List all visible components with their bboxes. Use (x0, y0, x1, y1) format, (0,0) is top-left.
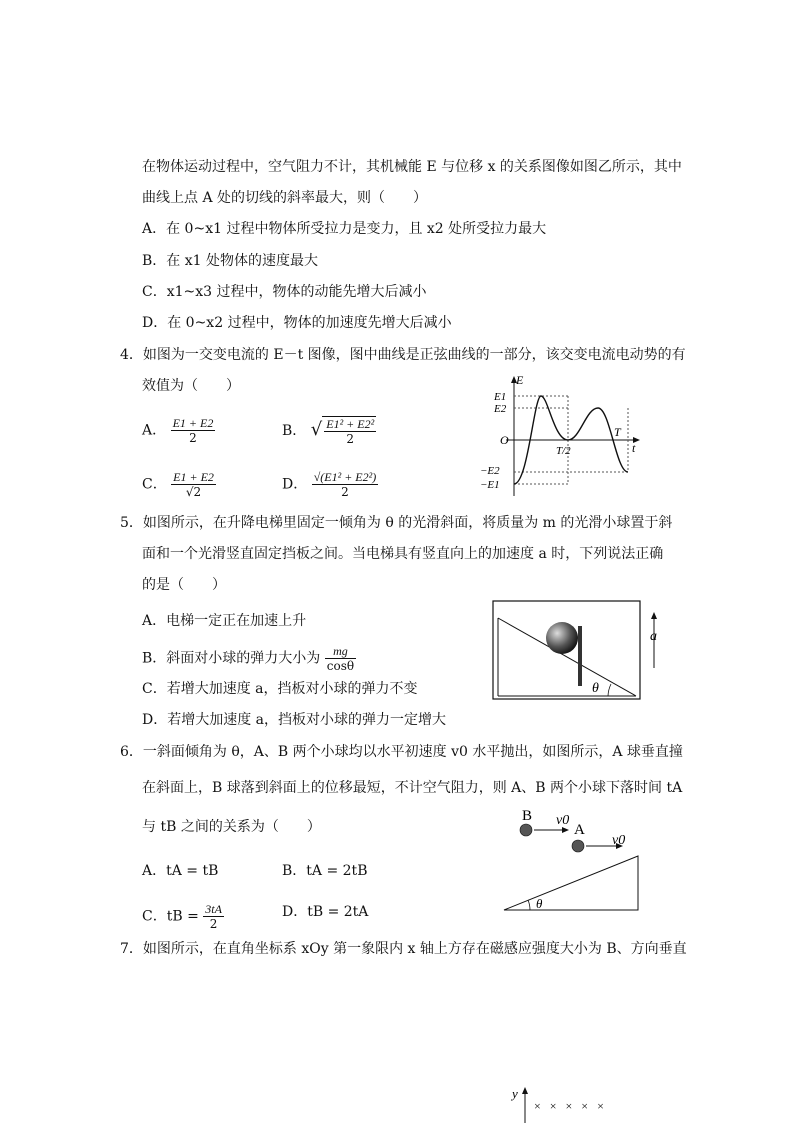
q4-line1: 4．如图为一交变电流的 E－t 图像，图中曲线是正弦曲线的一部分，该交变电流电动势的有 (120, 347, 686, 363)
q5-option-d: D．若增大加速度 a，挡板对小球的弹力一定增大 (142, 712, 447, 728)
q5-option-a: A．电梯一定正在加速上升 (142, 613, 307, 629)
q4-label-E1: E1 (494, 391, 507, 403)
q3-option-b: B．在 x1 处物体的速度最大 (142, 253, 318, 269)
q4-option-b: B． √ $\frac{\text{E1² + E2²}}{2}$ (282, 417, 375, 446)
q4-label-mE2: −E2 (480, 465, 500, 477)
q6-label-v0-b: v0 (556, 813, 570, 828)
q4-option-c: C． $\frac{E1 + E2}{√2}$ (142, 470, 214, 499)
q6-label-A: A (574, 822, 585, 838)
q4-label-E2: E2 (494, 403, 507, 415)
q6-line3: 与 tB 之间的关系为（ ） (142, 819, 321, 835)
q5-accel-arrow (651, 612, 657, 619)
q6-incline (504, 856, 638, 910)
q6-option-a: A．tA = tB (142, 863, 219, 879)
q6-option-d: D．tB = 2tA (282, 904, 369, 920)
q7-label-y: y (512, 1086, 518, 1101)
q6-option-c: C．tB = $\frac{3tA}{2}$ (142, 902, 222, 931)
q4-label-mE1: −E1 (480, 479, 500, 491)
q6-label-B: B (522, 808, 533, 824)
q5-option-c: C．若增大加速度 a，挡板对小球的弹力不变 (142, 681, 418, 697)
q7-field-crosses: × × × × × (534, 1099, 604, 1113)
q3-line2: 曲线上点 A 处的切线的斜率最大，则（ ） (142, 190, 428, 206)
q5-line1: 5．如图所示，在升降电梯里固定一倾角为 θ 的光滑斜面，将质量为 m 的光滑小球置于斜 (120, 515, 673, 531)
q3-line1: 在物体运动过程中，空气阻力不计，其机械能 E 与位移 x 的关系图像如图乙所示，其中 (142, 159, 682, 175)
q3-option-a: A．在 0~x1 过程中物体所受拉力是变力，且 x2 处所受拉力最大 (142, 221, 547, 237)
q5-line2: 面和一个光滑竖直固定挡板之间。当电梯具有竖直向上的加速度 a 时，下列说法正确 (142, 546, 664, 562)
q4-option-a: A． $\frac{E1 + E2}{2}$ (142, 416, 214, 445)
q7-field-figure (508, 1084, 658, 1123)
q5-ball (546, 622, 578, 654)
q6-line2: 在斜面上，B 球落到斜面上的位移最短，不计空气阻力，则 A、B 两个小球下落时间 tA (142, 780, 683, 796)
q5-baffle (578, 626, 582, 686)
q6-label-v0-a: v0 (612, 833, 626, 848)
q5-option-b: B．斜面对小球的弹力大小为 $\frac{mg}{\cos\theta}$ (142, 644, 355, 673)
q5-label-a: a (650, 629, 657, 644)
q6-line1: 6．一斜面倾角为 θ，A、B 两个小球均以水平初速度 v0 水平抛出，如图所示，A 球垂直撞 (120, 744, 683, 760)
q4-line2: 效值为（ ） (142, 378, 240, 394)
q6-incline-figure (498, 804, 648, 916)
q5-label-theta: θ (592, 681, 599, 696)
q3-option-d: D．在 0~x2 过程中，物体的加速度先增大后减小 (142, 315, 452, 331)
q5-line3: 的是（ ） (142, 577, 226, 593)
q6-ball-A (572, 840, 584, 852)
q6-ball-B (520, 824, 532, 836)
q4-et-graph (478, 372, 648, 502)
q4-label-T2: T/2 (556, 445, 571, 457)
q3-option-c: C．x1~x3 过程中，物体的动能先增大后减小 (142, 284, 427, 300)
q4-label-E: E (516, 373, 524, 387)
q4-label-T: T (614, 425, 621, 439)
q6-label-theta: θ (536, 896, 543, 911)
q4-option-d: D． $\frac{\text{√(E1² + E2²)}}{2}$ (282, 470, 377, 499)
q4-label-O: O (500, 433, 509, 447)
q6-option-b: B．tA = 2tB (282, 863, 368, 879)
q4-label-t: t (632, 441, 636, 455)
q5-elevator-figure (490, 598, 670, 702)
q7-line1: 7．如图所示，在直角坐标系 xOy 第一象限内 x 轴上方存在磁感应强度大小为 B、方向垂直 (120, 941, 687, 957)
